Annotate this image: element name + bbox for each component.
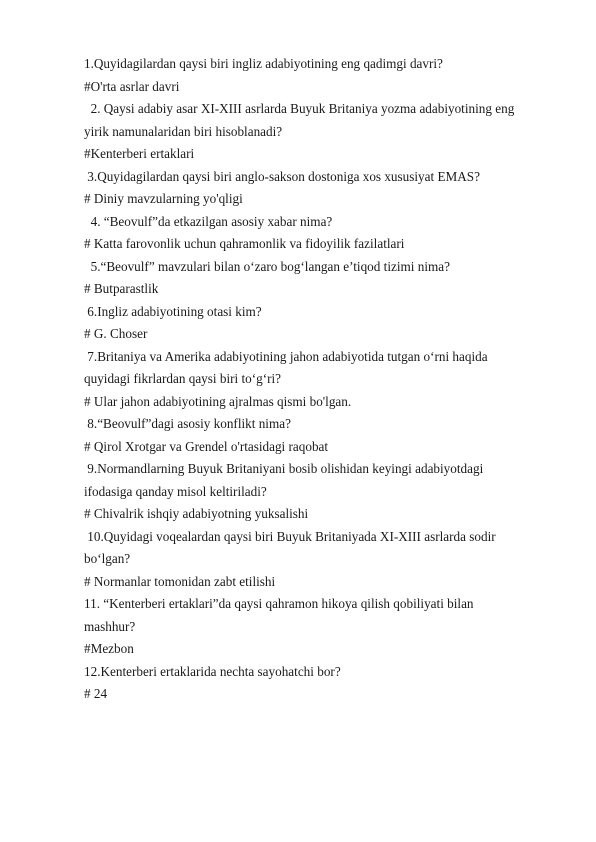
question-7-line-2: quyidagi fikrlardan qaysi biri to‘g‘ri? [84, 371, 282, 386]
answer-6: # G. Choser [84, 326, 148, 341]
answer-7: # Ular jahon adabiyotining ajralmas qismi bo'lgan. [84, 393, 352, 409]
answer-1: #O'rta asrlar davri [84, 78, 180, 94]
question-8-line-1: 8.“Beovulf”dagi asosiy konflikt nima? [84, 416, 291, 431]
question-10-line-2: bo‘lgan? [84, 551, 131, 566]
question-11-line-2: mashhur? [84, 618, 136, 634]
document-body [84, 53, 564, 706]
question-12-line-1: 12.Kenterberi ertaklarida nechta sayohatchi bor? [84, 663, 341, 679]
question-6-line-1: 6.Ingliz adabiyotining otasi kim? [84, 303, 262, 319]
answer-3: # Diniy mavzularning yo'qligi [84, 191, 243, 206]
answer-4: # Katta farovonlik uchun qahramonlik va fidoyilik fazilatlari [84, 236, 405, 251]
question-2-line-1: 2. Qaysi adabiy asar XI-XIII asrlarda Buyuk Britaniya yozma adabiyotining eng [84, 101, 515, 116]
question-11-line-1: 11. “Kenterberi ertaklari”da qaysi qahramon hikoya qilish qobiliyati bilan [84, 596, 474, 611]
question-1-line-1: 1.Quyidagilardan qaysi biri ingliz adabiyotining eng qadimgi davri? [84, 56, 443, 71]
answer-9: # Chivalrik ishqiy adabiyotning yuksalishi [84, 506, 309, 521]
answer-10: # Normanlar tomonidan zabt etilishi [84, 573, 276, 589]
answer-2: #Kenterberi ertaklari [84, 146, 195, 161]
question-4-line-1: 4. “Beovulf”da etkazilgan asosiy xabar nima? [84, 213, 333, 229]
question-7-line-1: 7.Britaniya va Amerika adabiyotining jahon adabiyotida tutgan o‘rni haqida [84, 348, 488, 364]
question-9-line-1: 9.Normandlarning Buyuk Britaniyani bosib olishidan keyingi adabiyotdagi [84, 461, 484, 476]
answer-5: # Butparastlik [84, 281, 159, 296]
question-10-line-1: 10.Quyidagi voqealardan qaysi biri Buyuk Britaniyada XI-XIII asrlarda sodir [84, 528, 496, 544]
question-9-line-2: ifodasiga qanday misol keltiriladi? [84, 483, 267, 499]
answer-12: # 24 [84, 686, 108, 701]
question-3-line-1: 3.Quyidagilardan qaysi biri anglo-sakson dostoniga xos xususiyat EMAS? [84, 168, 480, 184]
answer-11: #Mezbon [84, 641, 134, 656]
question-2-line-2: yirik namunalaridan biri hisoblanadi? [84, 123, 283, 139]
question-5-line-1: 5.“Beovulf” mavzulari bilan o‘zaro bog‘langan e’tiqod tizimi nima? [84, 258, 450, 274]
answer-8: # Qirol Xrotgar va Grendel o'rtasidagi raqobat [84, 438, 329, 454]
